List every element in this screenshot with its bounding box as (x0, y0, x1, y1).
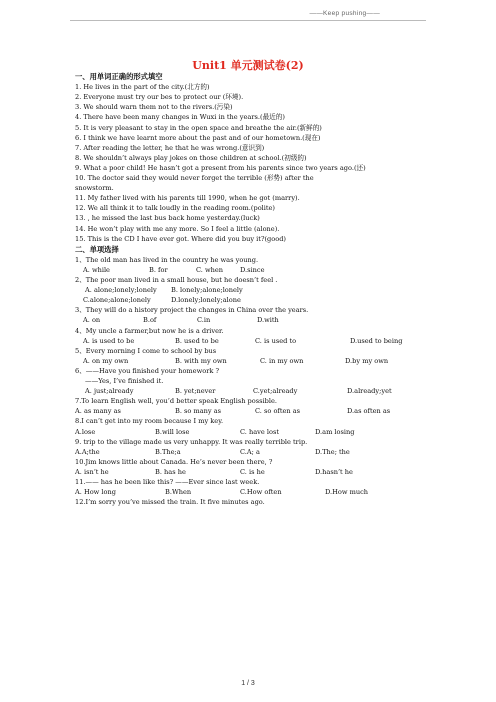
section2-list (75, 255, 425, 507)
mc-question: 10.Jim knows little about Canada. He’s never been there, ? (75, 457, 273, 466)
question-line: 9. What a poor child! He hasn’t got a present from his parents since two years ago.(还) (75, 163, 366, 172)
page-number: 1 / 3 (241, 680, 255, 687)
mc-option[interactable]: C.in (197, 316, 211, 325)
mc-option[interactable]: C.alone;alone;lonely (83, 296, 151, 305)
mc-option[interactable]: D.The; the (315, 447, 350, 456)
mc-option[interactable]: D.as often as (347, 407, 391, 416)
mc-option[interactable]: D.lonely;lonely;alone (171, 296, 241, 305)
mc-option[interactable]: C. is he (240, 467, 265, 476)
mc-option[interactable]: D.already;yet (347, 387, 392, 396)
mc-option[interactable]: C.A; a (240, 447, 260, 456)
mc-option[interactable]: B. for (149, 266, 168, 274)
mc-option[interactable]: C. have lost (240, 427, 280, 436)
question-line: 6. I think we have learnt more about the past and of our hometown.(现在) (75, 133, 321, 142)
mc-option[interactable]: B. with my own (175, 356, 227, 365)
mc-option[interactable]: D.by my own (345, 356, 389, 365)
mc-option[interactable]: C. is used to (255, 336, 297, 345)
mc-option[interactable]: A. How long (75, 488, 116, 497)
mc-option[interactable]: A. alone;lonely;lonely (85, 286, 157, 295)
mc-option[interactable]: D.used to being (350, 336, 403, 345)
question-line: snowstorm. (75, 184, 114, 193)
mc-question: 5、Every morning I come to school by bus (75, 346, 217, 355)
mc-option[interactable]: A. on my own (83, 356, 129, 365)
question-line: 2. Everyone must try our bes to protect our (环境). (75, 93, 244, 102)
mc-question: 11.—— has he been like this? ——Ever since last week. (75, 477, 260, 486)
mc-option[interactable]: B. yet;never (175, 387, 216, 396)
mc-option[interactable]: B. used to be (175, 336, 219, 345)
mc-option[interactable]: C. when (196, 266, 224, 274)
mc-option[interactable]: A. on (83, 316, 101, 325)
question-line: 12. We all think it to talk loudly in the reading room.(polite) (75, 204, 276, 213)
mc-option[interactable]: B. has he (155, 467, 186, 476)
section1-heading: 一、用单词正确的形式填空 (75, 72, 163, 81)
mc-option[interactable]: B.When (165, 488, 192, 497)
mc-question: 3、They will do a history project the changes in China over the years. (75, 306, 309, 315)
question-line: 1. He lives in the part of the city.(北方的) (75, 83, 210, 92)
mc-option[interactable]: C. so often as (255, 407, 301, 416)
mc-option[interactable]: A. is used to be (83, 336, 135, 345)
mc-option[interactable]: B. lonely;alone;lonely (171, 286, 243, 295)
mc-options (75, 356, 425, 366)
question-line: 5. It is very pleasant to stay in the open space and breathe the air.(新鲜的) (75, 123, 322, 132)
mc-options (75, 336, 425, 346)
mc-question: 8.I can’t get into my room because I my key. (75, 417, 224, 426)
mc-options (75, 487, 425, 497)
mc-question: 9. trip to the village made us very unhappy. It was really terrible trip. (75, 437, 308, 446)
section2-heading: 二、单项选择 (75, 244, 119, 254)
header-rule (70, 20, 426, 21)
question-line: 8. We shouldn’t always play jokes on those children at school.(初级的) (75, 153, 307, 162)
mc-option[interactable]: A.A;the (75, 447, 100, 456)
mc-option[interactable]: C.How often (240, 488, 282, 497)
mc-option[interactable]: C.yet;already (253, 387, 298, 396)
mc-option[interactable]: C. in my own (260, 356, 304, 365)
mc-option[interactable]: B.The;a (155, 447, 181, 456)
mc-options (75, 467, 425, 477)
question-line: 7. After reading the letter, he that he was wrong.(意识到) (75, 143, 265, 152)
question-line: 13. , he missed the last bus back home yesterday.(luck) (75, 214, 260, 223)
mc-option[interactable]: A. as many as (75, 407, 121, 416)
mc-option[interactable]: D.How much (325, 488, 369, 497)
section1-list (75, 82, 425, 244)
mc-option[interactable]: D.hasn’t he (315, 467, 353, 476)
document-body (75, 71, 425, 507)
mc-option[interactable]: D.am losing (315, 427, 355, 436)
mc-question: 12.I’m sorry you’ve missed the train. It five minutes ago. (75, 498, 265, 507)
mc-option[interactable]: A. isn’t he (75, 467, 109, 476)
mc-option[interactable]: D.since (240, 266, 265, 274)
mc-options (75, 265, 425, 275)
question-line: 14. He won’t play with me any more. So I feel a little (alone). (75, 224, 280, 233)
mc-options (75, 315, 425, 325)
mc-question: 4、My uncle a farmer,but now he is a driver. (75, 326, 224, 335)
page-title: Unit1 单元测试卷(2) (192, 59, 304, 72)
mc-option[interactable]: B.of (143, 316, 157, 325)
mc-option[interactable]: ——Yes, I’ve finished it. (85, 377, 164, 386)
mc-options (75, 406, 425, 416)
mc-options (75, 427, 425, 437)
mc-question: 7.To learn English well, you’d better speak English possible. (75, 397, 277, 406)
question-line: 10. The doctor said they would never forget the terrible (形势) after the (75, 174, 314, 183)
mc-options (75, 447, 425, 457)
mc-options (75, 376, 425, 386)
mc-option[interactable]: A.lose (75, 427, 96, 436)
mc-question: 1、The old man has lived in the country he was young. (75, 255, 259, 264)
mc-options (75, 295, 425, 305)
question-line: 15. This is the CD I have ever got. Where did you buy it?(good) (75, 234, 287, 243)
question-line: 11. My father lived with his parents till 1990, when he got (marry). (75, 194, 300, 203)
mc-option[interactable]: A. while (83, 266, 110, 274)
mc-option[interactable]: B. so many as (175, 407, 222, 416)
mc-question: 2、The poor man lived in a small house, but he doesn’t feel . (75, 276, 278, 285)
question-line: 4. There have been many changes in Wuxi in the years.(最近的) (75, 113, 285, 122)
mc-options (75, 285, 425, 295)
mc-options (75, 386, 425, 396)
mc-question: 6、——Have you finished your homework ? (75, 366, 219, 375)
mc-option[interactable]: A. just;already (85, 387, 134, 396)
mc-option[interactable]: D.with (257, 316, 279, 325)
mc-option[interactable]: B.will lose (155, 427, 190, 436)
question-line: 3. We should warn them not to the rivers.(污染) (75, 103, 233, 112)
page-header: ——Keep pushing—— (309, 10, 380, 17)
